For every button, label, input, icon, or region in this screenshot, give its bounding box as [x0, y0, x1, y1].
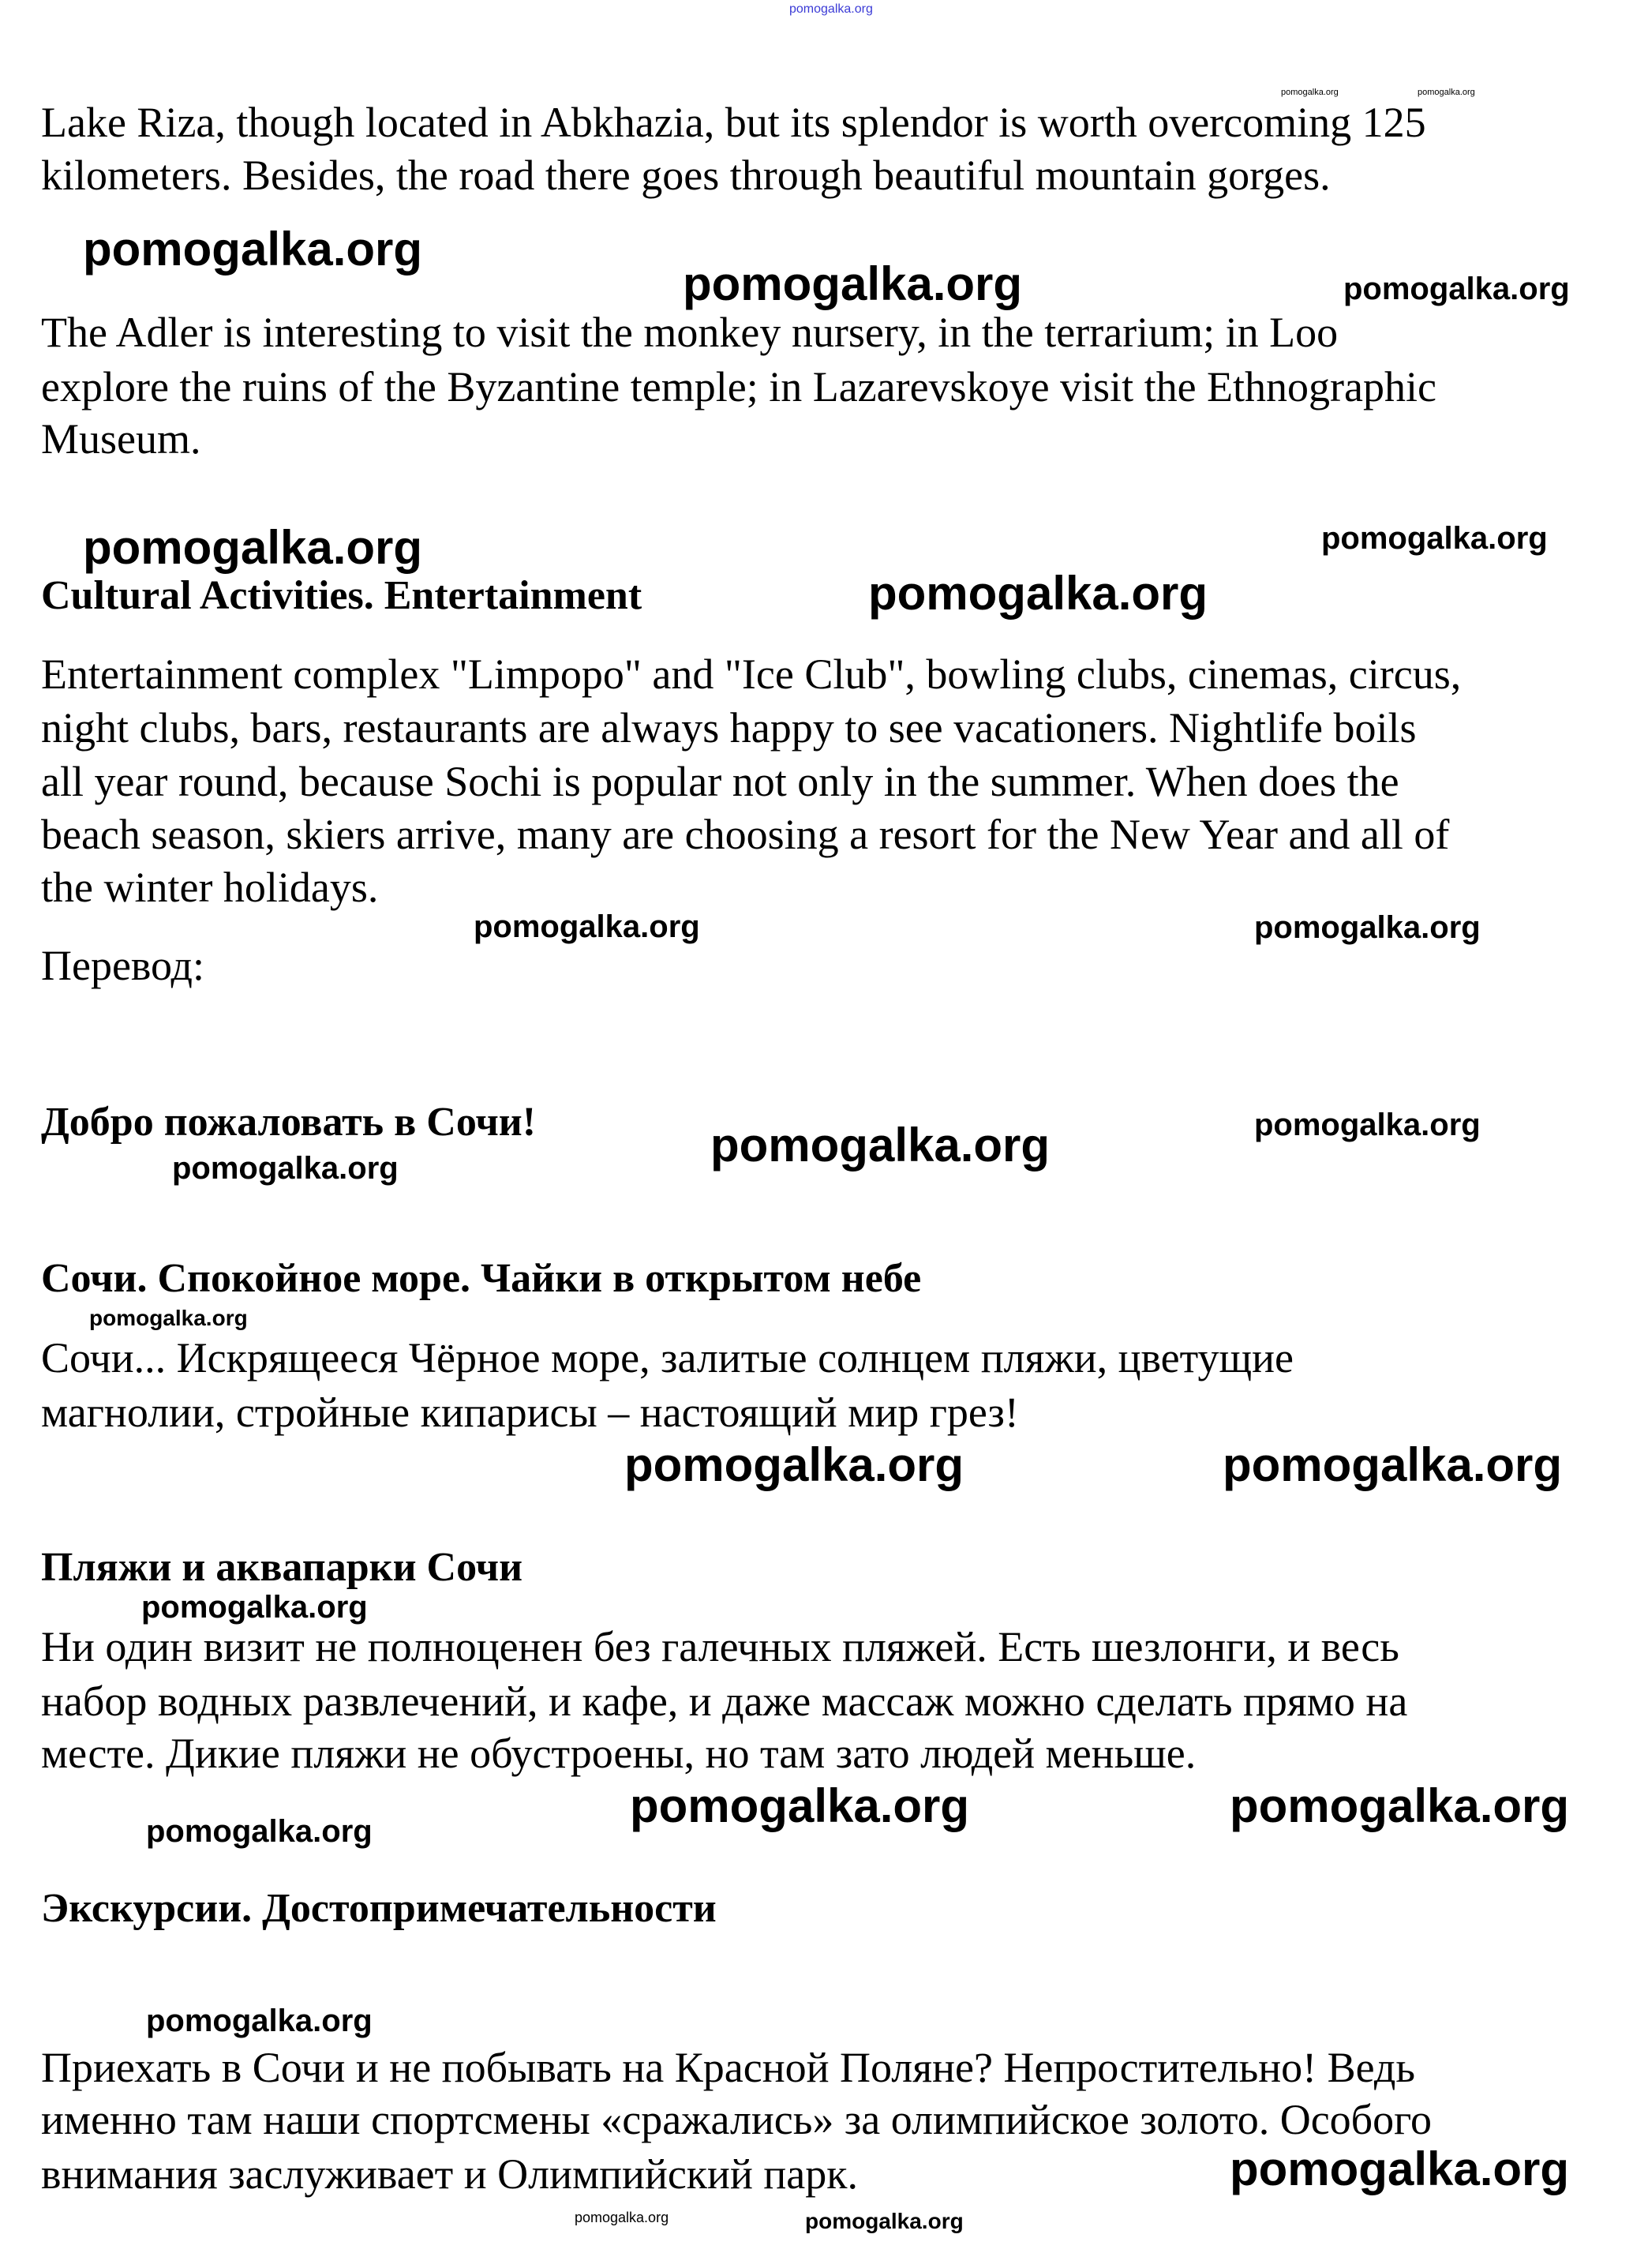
watermark: pomogalka.org [1254, 1108, 1481, 1142]
text-line: the winter holidays. [41, 864, 379, 911]
text-line: explore the ruins of the Byzantine temple; in Lazarevskoye visit the Ethnographic [41, 363, 1436, 410]
text-line: beach season, skiers arrive, many are choosing a resort for the New Year and all of [41, 811, 1450, 858]
text-line: набор водных развлечений, и кафе, и даже массаж можно сделать прямо на [41, 1678, 1408, 1725]
text-line: Entertainment complex "Limpopo" and "Ice Club", bowling clubs, cinemas, circus, [41, 650, 1462, 698]
watermark: pomogalka.org [474, 909, 700, 944]
watermark: pomogalka.org [575, 2210, 669, 2225]
watermark: pomogalka.org [683, 257, 1023, 310]
watermark: pomogalka.org [1281, 88, 1339, 97]
text-line: внимания заслуживает и Олимпийский парк. [41, 2150, 858, 2198]
text-line: kilometers. Besides, the road there goes through beautiful mountain gorges. [41, 152, 1331, 199]
watermark: pomogalka.org [1254, 910, 1481, 945]
watermark: pomogalka.org [868, 567, 1208, 620]
watermark: pomogalka.org [1418, 88, 1475, 97]
text-line: Приехать в Сочи и не побывать на Красной Поляне? Непростительно! Ведь [41, 2044, 1415, 2091]
watermark: pomogalka.org [146, 1814, 373, 1849]
watermark: pomogalka.org [89, 1306, 248, 1330]
watermark: pomogalka.org [83, 521, 423, 574]
text-line: месте. Дикие пляжи не обустроены, но там зато людей меньше. [41, 1730, 1197, 1777]
text-line: Museum. [41, 415, 201, 463]
text-line: магнолии, стройные кипарисы – настоящий мир грез! [41, 1389, 1019, 1436]
text-line: The Adler is interesting to visit the monkey nursery, in the terrarium; in Loo [41, 309, 1339, 356]
watermark: pomogalka.org [83, 223, 423, 276]
heading-beaches: Пляжи и аквапарки Сочи [41, 1545, 523, 1590]
watermark: pomogalka.org [630, 1779, 970, 1832]
watermark: pomogalka.org [1223, 1438, 1563, 1491]
watermark: pomogalka.org [1321, 521, 1548, 556]
watermark: pomogalka.org [146, 2004, 373, 2038]
watermark: pomogalka.org [710, 1119, 1051, 1171]
watermark: pomogalka.org [141, 1590, 368, 1625]
text-line: Ни один визит не полноценен без галечных пляжей. Есть шезлонги, и весь [41, 1623, 1399, 1670]
text-line: all year round, because Sochi is popular not only in the summer. When does the [41, 758, 1399, 805]
watermark: pomogalka.org [1230, 1779, 1570, 1832]
watermark: pomogalka.org [805, 2209, 964, 2233]
header-watermark-link[interactable]: pomogalka.org [789, 2, 873, 16]
watermark: pomogalka.org [624, 1438, 964, 1491]
text-line: Сочи... Искрящееся Чёрное море, залитые солнцем пляжи, цветущие [41, 1334, 1294, 1381]
watermark: pomogalka.org [172, 1151, 399, 1186]
text-line: night clubs, bars, restaurants are always happy to see vacationers. Nightlife boils [41, 704, 1417, 752]
translation-label: Перевод: [41, 942, 204, 989]
heading-excursions: Экскурсии. Достопримечательности [41, 1886, 717, 1931]
heading-sochi-sea: Сочи. Спокойное море. Чайки в открытом небе [41, 1256, 922, 1301]
text-line: Lake Riza, though located in Abkhazia, but its splendor is worth overcoming 125 [41, 99, 1426, 146]
watermark: pomogalka.org [1343, 272, 1570, 306]
text-line: именно там наши спортсмены «сражались» за олимпийское золото. Особого [41, 2096, 1432, 2143]
watermark: pomogalka.org [1230, 2142, 1570, 2195]
heading-welcome: Добро пожаловать в Сочи! [41, 1100, 537, 1145]
heading-cultural-activities: Cultural Activities. Entertainment [41, 573, 642, 618]
